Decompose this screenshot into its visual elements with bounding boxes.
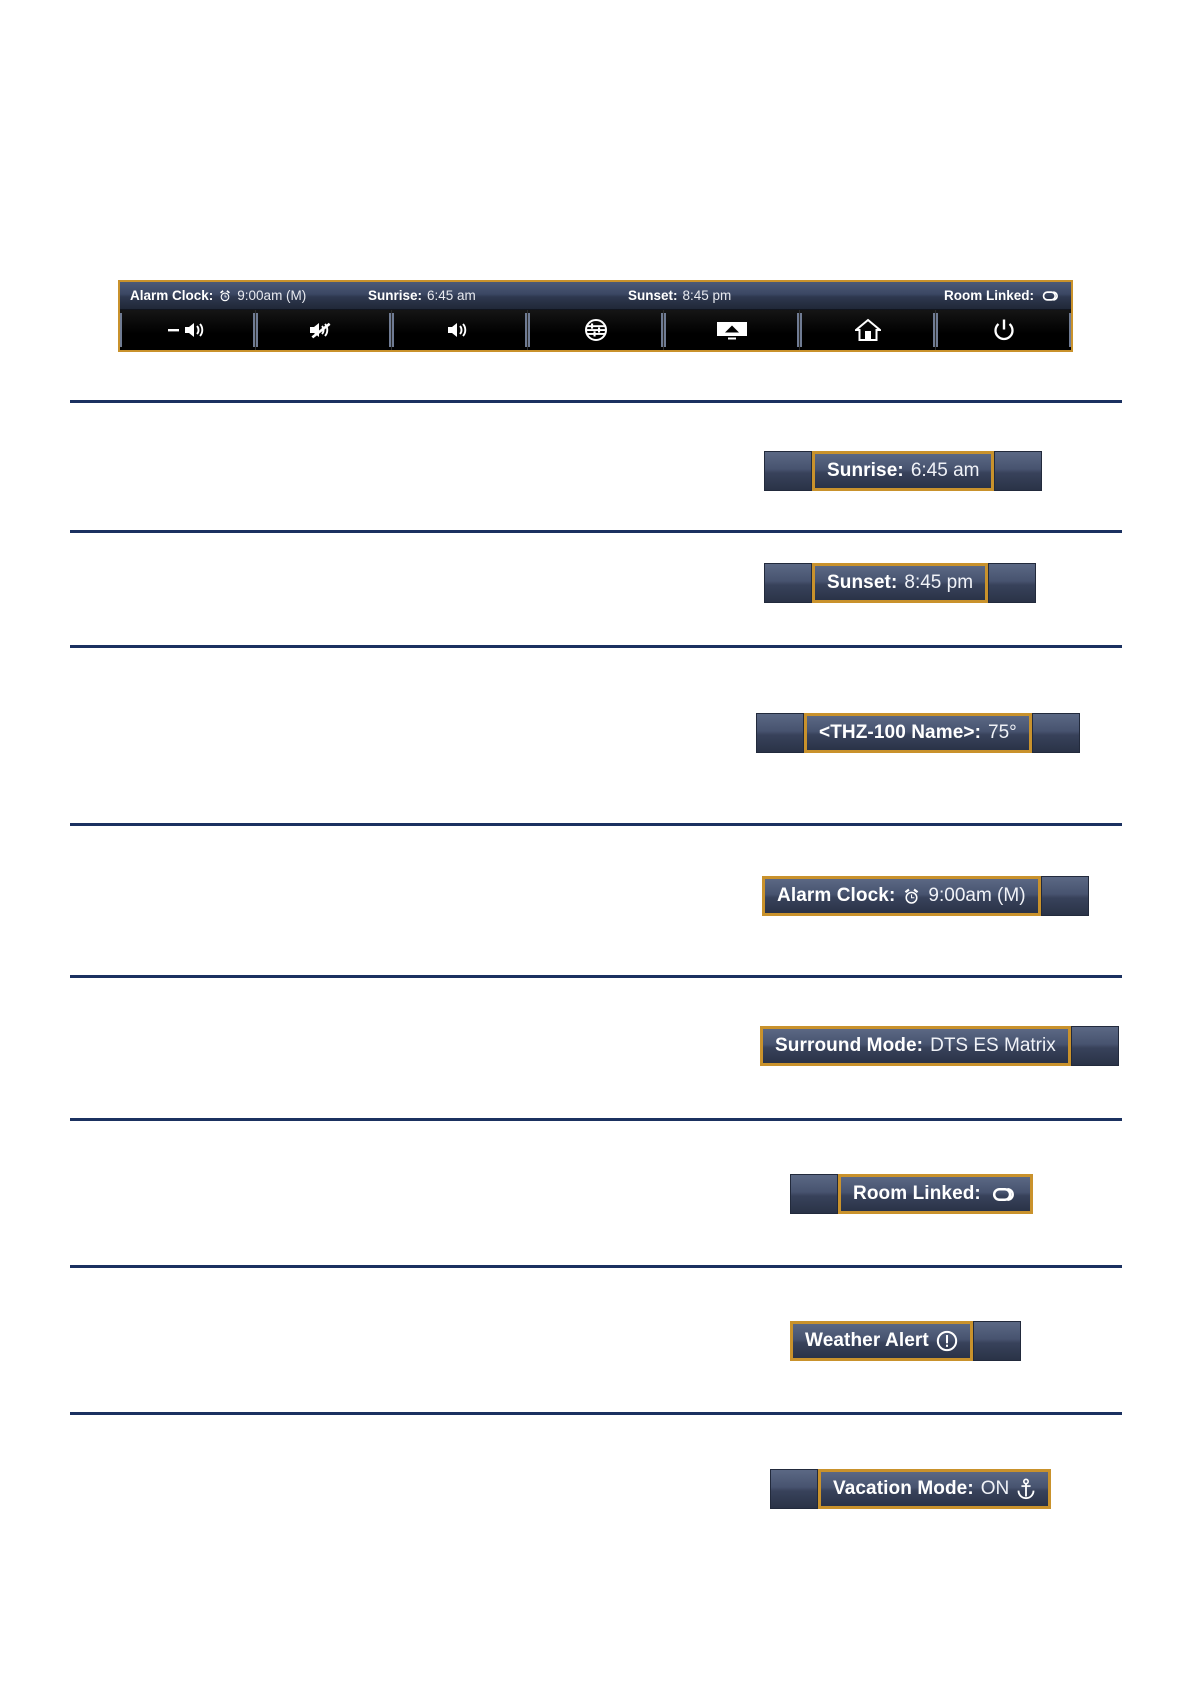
sunset-widget-value: 8:45 pm xyxy=(904,572,974,593)
divider-1 xyxy=(70,400,1122,403)
anchor-icon xyxy=(1016,1478,1036,1500)
status-sunrise[interactable] xyxy=(368,288,476,303)
status-bar-button-row xyxy=(120,310,1071,350)
surround-mode-widget[interactable] xyxy=(760,1025,1119,1067)
power-button[interactable] xyxy=(936,310,1071,350)
pill-left-cap xyxy=(764,451,812,491)
status-room-linked-label: Room Linked: xyxy=(944,288,1034,303)
status-bar xyxy=(118,280,1073,352)
pill-right-cap xyxy=(973,1321,1021,1361)
screen-up-button[interactable] xyxy=(664,310,800,350)
sunrise-widget-body[interactable] xyxy=(812,451,994,491)
thz100-widget-value: 75° xyxy=(988,722,1017,743)
status-sunset-label: Sunset: xyxy=(628,288,678,303)
pill-right-cap xyxy=(1071,1026,1119,1066)
pill-left-cap xyxy=(764,563,812,603)
mute-button[interactable] xyxy=(256,310,392,350)
pill-right-cap xyxy=(988,563,1036,603)
divider-7 xyxy=(70,1265,1122,1268)
status-alarm-clock-value: 9:00am (M) xyxy=(237,288,307,303)
home-button[interactable] xyxy=(800,310,936,350)
vacation-mode-widget-body[interactable] xyxy=(818,1469,1051,1509)
link-icon xyxy=(988,1185,1018,1204)
surround-mode-widget-value: DTS ES Matrix xyxy=(930,1035,1056,1056)
divider-6 xyxy=(70,1118,1122,1121)
weather-alert-widget-label: Weather Alert xyxy=(805,1330,929,1351)
status-alarm-clock-label: Alarm Clock: xyxy=(130,288,214,303)
status-bar-info-row xyxy=(120,282,1071,310)
vacation-mode-widget[interactable] xyxy=(770,1468,1051,1510)
surround-mode-widget-label: Surround Mode: xyxy=(775,1035,924,1056)
alert-icon xyxy=(936,1330,958,1352)
alarm-clock-widget-label: Alarm Clock: xyxy=(777,885,896,906)
power-icon xyxy=(992,318,1016,342)
vacation-mode-widget-label: Vacation Mode: xyxy=(833,1478,974,1499)
status-sunset[interactable] xyxy=(628,288,731,303)
alarm-clock-widget[interactable] xyxy=(762,875,1089,917)
divider-3 xyxy=(70,645,1122,648)
alarm-clock-widget-value: 9:00am (M) xyxy=(928,885,1026,906)
divider-8 xyxy=(70,1412,1122,1415)
alarm-clock-icon xyxy=(218,289,232,303)
status-sunrise-label: Sunrise: xyxy=(368,288,423,303)
equalizer-icon xyxy=(584,318,608,342)
home-icon xyxy=(855,318,881,342)
vacation-mode-widget-value: ON xyxy=(980,1478,1010,1499)
status-sunrise-value: 6:45 am xyxy=(427,288,476,303)
alarm-clock-icon xyxy=(902,887,921,906)
sunrise-widget-value: 6:45 am xyxy=(910,460,980,481)
screen-up-icon xyxy=(715,319,749,341)
room-linked-widget-label: Room Linked: xyxy=(853,1183,981,1204)
divider-4 xyxy=(70,823,1122,826)
sunrise-widget[interactable] xyxy=(764,450,1042,492)
sunrise-widget-label: Sunrise: xyxy=(827,460,904,481)
weather-alert-widget[interactable] xyxy=(790,1320,1021,1362)
room-linked-widget-body[interactable] xyxy=(838,1174,1033,1214)
volume-mute-icon xyxy=(306,319,342,341)
status-room-linked[interactable] xyxy=(944,288,1061,303)
pill-left-cap xyxy=(790,1174,838,1214)
volume-down-icon xyxy=(166,319,210,341)
volume-up-button[interactable] xyxy=(392,310,528,350)
pill-right-cap xyxy=(1041,876,1089,916)
alarm-clock-widget-body[interactable] xyxy=(762,876,1041,916)
status-sunset-value: 8:45 pm xyxy=(682,288,732,303)
thz100-widget-body[interactable] xyxy=(804,713,1032,753)
weather-alert-widget-body[interactable] xyxy=(790,1321,973,1361)
pill-right-cap xyxy=(1032,713,1080,753)
settings-button[interactable] xyxy=(528,310,664,350)
thz100-temperature-widget[interactable] xyxy=(756,712,1080,754)
volume-down-button[interactable] xyxy=(120,310,256,350)
link-icon xyxy=(1039,289,1061,303)
surround-mode-widget-body[interactable] xyxy=(760,1026,1071,1066)
pill-left-cap xyxy=(770,1469,818,1509)
status-alarm-clock[interactable] xyxy=(130,288,306,303)
pill-left-cap xyxy=(756,713,804,753)
room-linked-widget[interactable] xyxy=(790,1173,1033,1215)
pill-right-cap xyxy=(994,451,1042,491)
sunset-widget-body[interactable] xyxy=(812,563,988,603)
volume-up-icon xyxy=(445,319,475,341)
divider-2 xyxy=(70,530,1122,533)
thz100-widget-label: <THZ-100 Name>: xyxy=(819,722,982,743)
divider-5 xyxy=(70,975,1122,978)
sunset-widget[interactable] xyxy=(764,562,1036,604)
sunset-widget-label: Sunset: xyxy=(827,572,898,593)
